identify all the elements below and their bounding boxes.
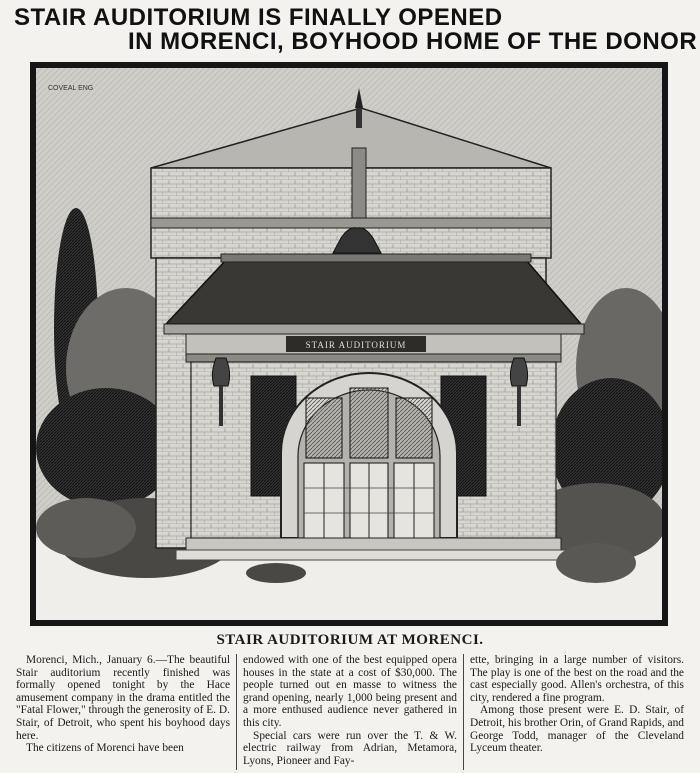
article-column-2	[236, 654, 463, 770]
entrance-arch	[281, 373, 457, 538]
article-column-3	[463, 654, 690, 770]
figure-caption: STAIR AUDITORIUM AT MORENCI.	[216, 632, 484, 648]
headline-line-2: IN MORENCI, BOYHOOD HOME OF THE DONOR	[128, 28, 698, 55]
paragraph: endowed with one of the best equipped opera houses in the state at a cost of $30,000. The people turned out en masse to witness the grand opening, nearly 1,000 being present and a more enthused audience never gathered in this city.	[243, 654, 457, 729]
paragraph: Special cars were run over the T. & W. electric railway from Adrian, Metamora, Lyons, Pioneer and Fay-	[243, 729, 457, 767]
illustration-frame	[30, 62, 668, 626]
building-sign: STAIR AUDITORIUM	[305, 340, 407, 350]
paragraph: Morenci, Mich., January 6.—The beautiful Stair auditorium recently finished was formally opened tonight by the Hace amusement company in the drama entitled the "Fatal Flower," through the generosity of E. D. Stair, of Detroit, who spent his boyhood days here.	[16, 654, 230, 742]
entablature	[186, 334, 561, 362]
paragraph: Among those present were E. D. Stair, of Detroit, his brother Orin, of Grand Rapids, and George Todd, manager of the Cleveland Lyceum theater.	[470, 704, 684, 755]
article-body	[10, 654, 690, 770]
article-column-1	[10, 654, 236, 770]
roof	[164, 254, 584, 334]
paragraph: ette, bringing in a large number of visitors. The play is one of the best on the road and the cast especially good. Allen's orchestra, of this city, rendered a fine program.	[470, 654, 684, 704]
headline-line-1: STAIR AUDITORIUM IS FINALLY OPENED	[14, 4, 503, 31]
building-illustration	[36, 68, 662, 620]
paragraph: The citizens of Morenci have been	[26, 742, 184, 755]
engraver-mark: COVEAL ENG	[48, 85, 94, 92]
